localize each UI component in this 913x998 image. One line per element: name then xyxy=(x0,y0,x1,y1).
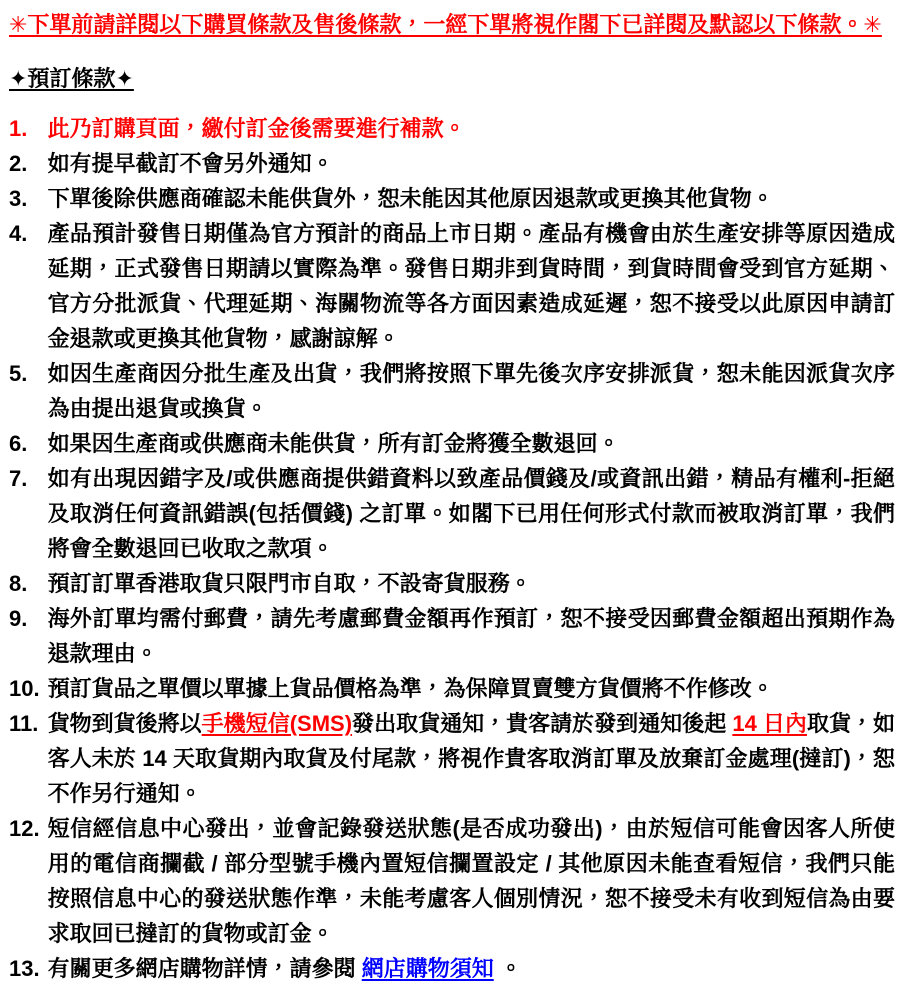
term-number: 1. xyxy=(9,116,28,141)
term-number: 8. xyxy=(9,571,28,596)
text-run: 海外訂單均需付郵費，請先考慮郵費金額再作預訂，恕不接受因郵費金額超出預期作為退款理由。 xyxy=(47,606,895,666)
term-number: 5. xyxy=(9,361,28,386)
term-text xyxy=(48,146,901,181)
text-run: 預訂貨品之單價以單據上貨品價格為準，為保障買賣雙方貨價將不作修改。 xyxy=(47,676,774,701)
term-text xyxy=(48,356,901,426)
text-run: 短信經信息中心發出，並會記錄發送狀態(是否成功發出)，由於短信可能會因客人所使用的電信商攔截 / 部分型號手機內置短信攔置設定 / 其他原因未能查看短信，我們只能按照信息中心的發送狀態作準，未能考慮客人個別情況，恕不接受未有收到短信為由要求取回已撻訂的貨物或訂金。 xyxy=(47,816,895,946)
term-text xyxy=(48,601,901,671)
term-number: 9. xyxy=(9,606,28,631)
text-run: 有關更多網店購物詳情，請參閱 xyxy=(47,956,362,981)
text-run: 。 xyxy=(493,956,522,981)
text-run: 發出取貨通知，貴客請於發到通知後起 xyxy=(352,711,733,736)
pickup-deadline-highlight: 14 日內 xyxy=(732,711,807,736)
term-text xyxy=(48,426,901,461)
purchase-notice-title: ✳下單前請詳閱以下購買條款及售後條款，一經下單將視作閣下已詳閱及默認以下條款。✳ xyxy=(9,12,882,37)
term-number: 7. xyxy=(9,466,28,491)
text-run: 貨物到貨後將以 xyxy=(47,711,202,736)
term-number: 3. xyxy=(9,186,28,211)
text-run: 如有出現因錯字及/或供應商提供錯資料以致產品價錢及/或資訊出錯，精品有權利-拒絕及取消任何資訊錯誤(包括價錢) 之訂單。如閣下已用任何形式付款而被取消訂單，我們將會全數退回已收取之款項。 xyxy=(47,466,895,561)
text-run: 如因生產商因分批生產及出貨，我們將按照下單先後次序安排派貨，恕未能因派貨次序為由提出退貨或換貨。 xyxy=(47,361,895,421)
term-number: 4. xyxy=(9,221,28,246)
sms-notice-highlight: 手機短信(SMS) xyxy=(201,711,353,736)
term-text xyxy=(48,181,901,216)
term-number: 6. xyxy=(9,431,28,456)
text-run: 此乃訂購頁面，繳付訂金後需要進行補款。 xyxy=(47,116,466,141)
term-text xyxy=(48,951,901,986)
term-number: 12. xyxy=(9,816,40,841)
term-number: 10. xyxy=(9,676,40,701)
term-text xyxy=(48,706,901,811)
text-run: 產品預計發售日期僅為官方預計的商品上市日期。產品有機會由於生產安排等原因造成延期，正式發售日期請以實際為準。發售日期非到貨時間，到貨時間會受到官方延期、官方分批派貨、代理延期、海關物流等各方面因素造成延遲，恕不接受以此原因申請訂金退款或更換其他貨物，感謝諒解。 xyxy=(47,221,895,351)
store-shopping-guide-link[interactable]: 網店購物須知 xyxy=(361,956,494,981)
term-number: 11. xyxy=(9,711,39,736)
terms-list xyxy=(9,111,901,986)
text-run: 下單後除供應商確認未能供貨外，恕未能因其他原因退款或更換其他貨物。 xyxy=(47,186,774,211)
term-number: 2. xyxy=(9,151,28,176)
text-run: 預訂訂單香港取貨只限門市自取，不設寄貨服務。 xyxy=(47,571,532,596)
term-text xyxy=(48,111,901,146)
term-text xyxy=(48,811,901,951)
text-run: 如果因生產商或供應商未能供貨，所有訂金將獲全數退回。 xyxy=(47,431,620,456)
text-run: 取貨，如客人未於 14 天取貨期內取貨及付尾款，將視作貴客取消訂單及放棄訂金處理(撻訂)，恕不作另行通知。 xyxy=(47,711,895,806)
term-number: 13. xyxy=(9,956,40,981)
term-text xyxy=(48,216,901,356)
term-text xyxy=(48,461,901,566)
term-text xyxy=(48,671,901,706)
preorder-terms-heading: ✦預訂條款✦ xyxy=(9,66,134,91)
text-run: 如有提早截訂不會另外通知。 xyxy=(47,151,334,176)
term-text xyxy=(48,566,901,601)
